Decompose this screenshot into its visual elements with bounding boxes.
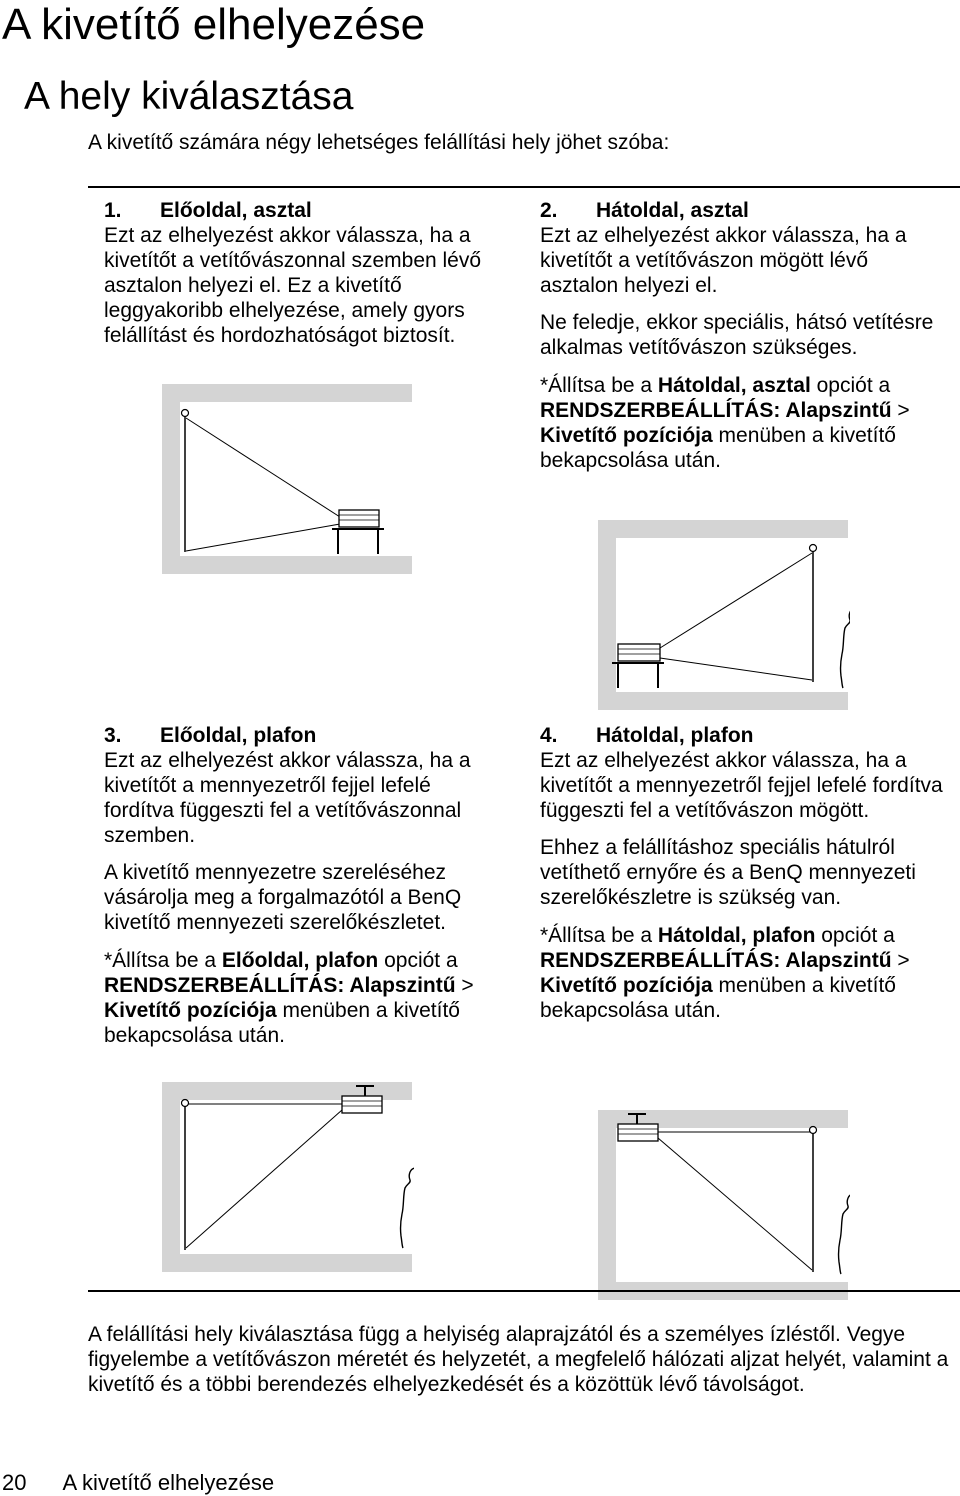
top-rule: [88, 186, 960, 188]
chapter-name: A kivetítő elhelyezése: [62, 1470, 275, 1495]
viewer-icon: [401, 1168, 414, 1248]
screen-icon: [810, 545, 817, 683]
rear-ceiling-diagram: [598, 1110, 850, 1302]
rear-table-diagram: [598, 520, 850, 712]
section-description: Ezt az elhelyezést akkor válassza, ha a kivetítőt a vetítővászonnal szemben lévő asztalon helyezi el. Ez a kivetítő leggyakoribb elhelyezése, amely gyors felállítást és hordozhatóságot biztosít.: [104, 224, 482, 347]
section-heading: 1. Előoldal, asztal: [104, 199, 312, 222]
section-heading: 3. Előoldal, plafon: [104, 724, 317, 747]
section-note: Ehhez a felállításhoz speciális hátulról vetíthető ernyőre és a BenQ mennyezeti szerelőkészletre is szükség van.: [540, 836, 916, 909]
projection-beam: [186, 1104, 342, 1248]
table-icon: [332, 529, 384, 554]
menu-instruction: *Állítsa be a Hátoldal, plafon opciót a RENDSZERBEÁLLÍTÁS: Alapszintű > Kivetítő pozíciója menüben a kivetítő bekapcsolása után.: [540, 924, 910, 1022]
section-description: Ezt az elhelyezést akkor válassza, ha a kivetítőt a mennyezetről fejjel lefelé fordítva függeszti fel a vetítővászon mögött.: [540, 749, 943, 822]
page-footer: [2, 1470, 274, 1496]
section-note: Ne feledje, ekkor speciális, hátsó vetítésre alkalmas vetítővászon szükséges.: [540, 311, 934, 359]
projector-icon: [342, 1096, 382, 1113]
section-front-ceiling: [104, 723, 504, 1061]
projection-beam: [658, 1132, 812, 1270]
section-heading: 2. Hátoldal, asztal: [540, 199, 749, 222]
menu-instruction: *Állítsa be a Hátoldal, asztal opciót a RENDSZERBEÁLLÍTÁS: Alapszintű > Kivetítő pozíciója menüben a kivetítő bekapcsolása után.: [540, 374, 910, 472]
section-front-table: [104, 198, 504, 360]
menu-instruction: *Állítsa be a Előoldal, plafon opciót a RENDSZERBEÁLLÍTÁS: Alapszintű > Kivetítő pozíciója menüben a kivetítő bekapcsolása után.: [104, 949, 474, 1047]
section-description: Ezt az elhelyezést akkor válassza, ha a kivetítőt a vetítővászon mögött lévő asztalon helyezi el.: [540, 224, 907, 297]
viewer-icon: [839, 1194, 850, 1274]
section-description: Ezt az elhelyezést akkor válassza, ha a kivetítőt a mennyezetről fejjel lefelé fordítva függeszti fel a vetítővászonnal szemben.: [104, 749, 471, 847]
page-number: 20: [2, 1470, 27, 1495]
screen-icon: [182, 1100, 189, 1251]
front-table-diagram: [162, 384, 414, 576]
viewer-icon: [841, 608, 850, 688]
section-rear-table: [540, 198, 950, 486]
screen-icon: [810, 1127, 817, 1273]
bottom-rule: [88, 1290, 960, 1292]
section-heading: 4. Hátoldal, plafon: [540, 724, 754, 747]
front-ceiling-diagram: [162, 1082, 414, 1274]
projector-icon: [339, 510, 379, 527]
projection-beam: [186, 418, 340, 551]
page-title: A kivetítő elhelyezése: [2, 0, 426, 49]
projection-beam: [660, 553, 812, 680]
room-wall: [162, 384, 412, 574]
section-note: A kivetítő mennyezetre szereléséhez vásárolja meg a forgalmazótól a BenQ kivetítő mennyezeti szerelőkészletet.: [104, 861, 462, 934]
footer-paragraph: A felállítási hely kiválasztása függ a helyiség alaprajzától és a személyes ízléstől. Vegye figyelembe a vetítővászon méretét és helyzetét, a megfelelő hálózati aljzat helyét, valamint a kivetítő és a többi berendezés elhelyezkedését és a közöttük lévő távolságot.: [88, 1323, 949, 1396]
screen-icon: [182, 410, 189, 553]
intro-text: A kivetítő számára négy lehetséges felállítási hely jöhet szóba:: [88, 131, 670, 154]
table-icon: [612, 663, 664, 688]
projector-icon: [618, 644, 660, 661]
section-title: A hely kiválasztása: [24, 75, 354, 118]
projector-icon: [618, 1124, 658, 1141]
section-rear-ceiling: [540, 723, 950, 1036]
